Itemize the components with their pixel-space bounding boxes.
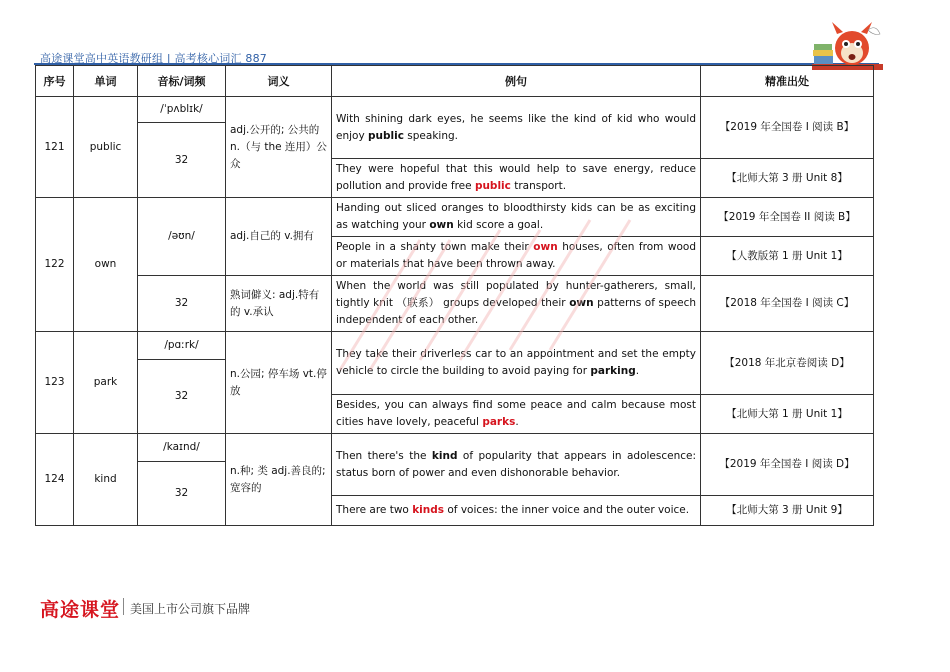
entry-meaning: adj.公开的; 公共的 n.（与 the 连用）公众: [226, 97, 332, 198]
table-header-row: [36, 66, 874, 97]
keyword: own: [533, 241, 558, 253]
entry-num: 124: [36, 434, 74, 526]
table-row: [36, 276, 874, 332]
col-header-word: 单词: [74, 66, 138, 97]
entry-meaning: n.种; 类 adj.善良的; 宽容的: [226, 434, 332, 526]
entry-phonetic: /əʊn/: [138, 198, 226, 276]
entry-frequency: 32: [138, 462, 226, 526]
sentence-source: 【2018 年北京卷阅读 D】: [701, 332, 874, 395]
sentence-source: 【北师大第 3 册 Unit 8】: [701, 159, 874, 198]
entry-num: 121: [36, 97, 74, 198]
col-header-meaning: 词义: [226, 66, 332, 97]
sentence-source: 【2019 年全国卷 I 阅读 B】: [701, 97, 874, 159]
sentence-source: 【北师大第 1 册 Unit 1】: [701, 395, 874, 434]
footer-logo: 高途课堂: [40, 599, 121, 621]
keyword: parking: [590, 365, 636, 377]
example-sentence: There are two kinds of voices: the inner voice and the outer voice.: [332, 496, 701, 526]
vocabulary-table: [35, 65, 874, 526]
example-sentence: When the world was still populated by hunter-gatherers, small, tightly knit （联系） groups developed their own patterns of speech independent of each other.: [332, 276, 701, 332]
table-row: [36, 97, 874, 123]
col-header-phonetic: 音标/词频: [138, 66, 226, 97]
footer-divider: [123, 598, 124, 615]
entry-phonetic: /pɑːrk/: [138, 332, 226, 360]
col-header-sentence: 例句: [332, 66, 701, 97]
example-sentence: Besides, you can always find some peace and calm because most cities have lovely, peaceful parks.: [332, 395, 701, 434]
sentence-source: 【北师大第 3 册 Unit 9】: [701, 496, 874, 526]
keyword: kind: [431, 449, 458, 462]
table-row: [36, 198, 874, 237]
entry-phonetic: /ˈpʌblɪk/: [138, 97, 226, 123]
example-sentence: People in a shanty town make their own houses, often from wood or materials that have been thrown away.: [332, 237, 701, 276]
keyword: own: [429, 219, 454, 231]
example-sentence: Then there's the kind of popularity that appears in adolescence: status born of power and even dishonorable behavior.: [332, 434, 701, 496]
example-sentence: With shining dark eyes, he seems like the kind of kid who would enjoy public speaking.: [332, 97, 701, 159]
page-header-title: 高途课堂高中英语教研组 | 高考核心词汇 887: [40, 52, 267, 65]
keyword: own: [569, 297, 594, 309]
footer-slogan: 美国上市公司旗下品牌: [130, 602, 251, 616]
entry-meaning: n.公园; 停车场 vt.停放: [226, 332, 332, 434]
entry-frequency: 32: [138, 276, 226, 332]
example-sentence: Handing out sliced oranges to bloodthirsty kids can be as exciting as watching your own kid score a goal.: [332, 198, 701, 237]
example-sentence: They were hopeful that this would help to save energy, reduce pollution and provide free public transport.: [332, 159, 701, 198]
keyword: kinds: [412, 504, 445, 516]
table-row: [36, 434, 874, 462]
sentence-source: 【2019 年全国卷 I 阅读 D】: [701, 434, 874, 496]
table-row: [36, 332, 874, 360]
entry-frequency: 32: [138, 360, 226, 434]
entry-phonetic: /kaɪnd/: [138, 434, 226, 462]
sentence-source: 【2019 年全国卷 II 阅读 B】: [701, 198, 874, 237]
entry-num: 123: [36, 332, 74, 434]
col-header-source: 精准出处: [701, 66, 874, 97]
col-header-num: 序号: [36, 66, 74, 97]
entry-word: own: [74, 198, 138, 332]
keyword: public: [368, 129, 404, 142]
entry-meaning: adj.自己的 v.拥有: [226, 198, 332, 276]
keyword: parks: [482, 416, 516, 428]
entry-frequency: 32: [138, 123, 226, 198]
example-sentence: They take their driverless car to an appointment and set the empty vehicle to circle the building to avoid paying for parking.: [332, 332, 701, 395]
keyword: public: [474, 180, 511, 192]
entry-meaning-rare: 熟词僻义: adj.特有的 v.承认: [226, 276, 332, 332]
entry-word: park: [74, 332, 138, 434]
entry-word: public: [74, 97, 138, 198]
sentence-source: 【人教版第 1 册 Unit 1】: [701, 237, 874, 276]
entry-word: kind: [74, 434, 138, 526]
sentence-source: 【2018 年全国卷 I 阅读 C】: [701, 276, 874, 332]
entry-num: 122: [36, 198, 74, 332]
